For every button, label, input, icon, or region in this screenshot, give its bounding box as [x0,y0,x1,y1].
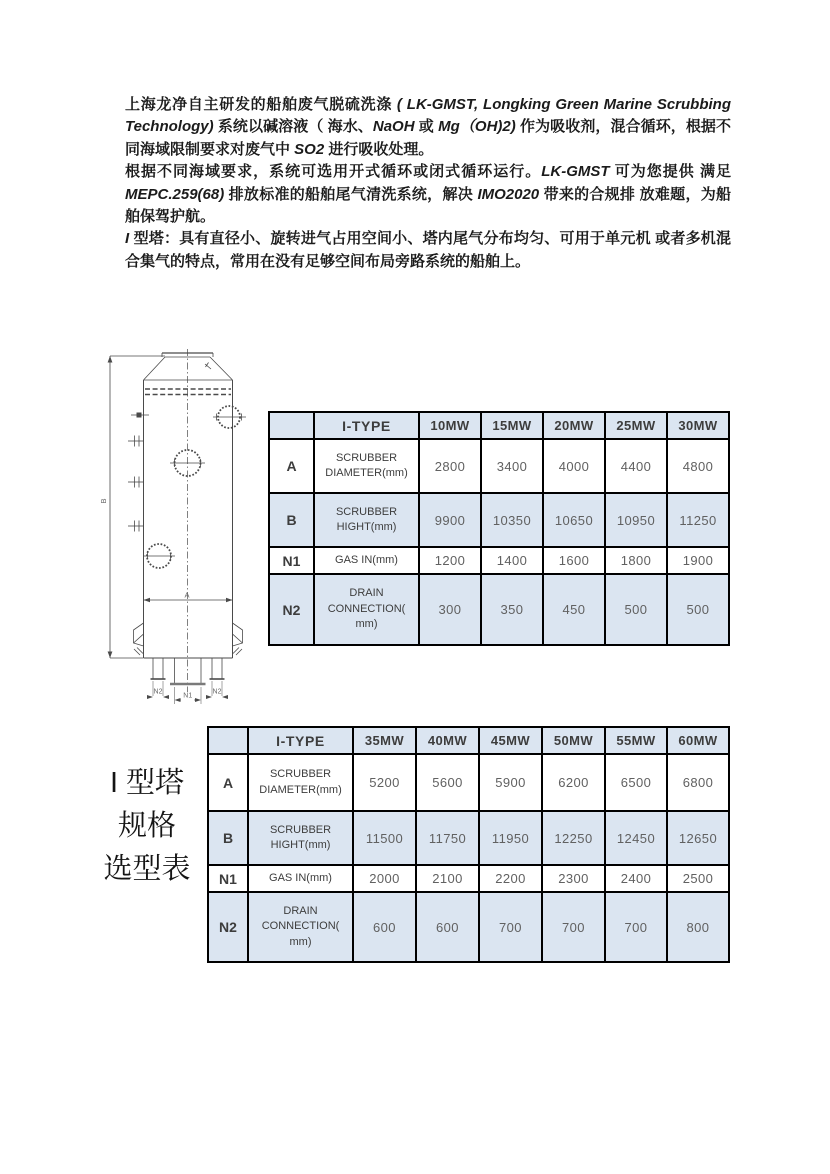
value-cell: 12450 [605,811,667,865]
header-cell: 55MW [605,727,667,754]
side-title [92,762,202,891]
table-row [208,865,729,892]
row-id-cell: B [269,493,314,547]
header-cell: I-TYPE [314,412,419,439]
side-title-line: 选型表 [103,853,191,885]
header-cell: 30MW [667,412,729,439]
row-label-cell: SCRUBBER HIGHT(mm) [314,493,419,547]
intro-paragraph [125,228,731,273]
value-cell: 2000 [353,865,416,892]
value-cell: 5200 [353,754,416,811]
value-cell: 1400 [481,547,543,574]
manhole-right-icon [213,406,246,428]
table-row [208,892,729,962]
value-cell: 2200 [479,865,542,892]
dim-b-label: B [99,498,108,504]
intro-segment: 型塔：具有直径小、旋转进气占用空间小、塔内尾气分布均匀、可用于单元机 或者多机混合集气的特点，常用在没有足够空间布局旁路系统的船舶上。 [125,230,732,270]
n2-left-label: N2 [153,688,163,696]
value-cell: 2100 [416,865,479,892]
header-cell: 35MW [353,727,416,754]
intro-segment: LK-GMST [541,163,615,181]
intro-text-block [125,94,731,273]
intro-segment: SO2 [294,140,329,158]
value-cell: 10650 [543,493,605,547]
value-cell: 450 [543,574,605,645]
value-cell: 4000 [543,439,605,493]
row-id-cell: A [269,439,314,493]
value-cell: 2400 [605,865,667,892]
intro-paragraph [125,161,731,228]
header-cell: 10MW [419,412,481,439]
value-cell: 5900 [479,754,542,811]
intro-segment: 排放标准的船舶尾气清洗系统，解决 [228,185,478,203]
spec-table-35-60mw [207,726,730,963]
value-cell: 2300 [542,865,605,892]
tower-outline [108,349,246,704]
top-cone [144,357,233,380]
intro-segment: 带来的合规排 放难题，为船舶保驾护航。 [125,185,732,226]
value-cell: 600 [353,892,416,962]
value-cell: 9900 [419,493,481,547]
value-cell: 350 [481,574,543,645]
intro-segment: Mg（OH)2) [438,118,521,136]
row-label-cell: SCRUBBER DIAMETER(mm) [248,754,353,811]
n1-label: N1 [183,692,193,700]
intro-paragraph [125,94,731,161]
value-cell: 11950 [479,811,542,865]
value-cell: 11250 [667,493,729,547]
row-label-cell: SCRUBBER HIGHT(mm) [248,811,353,865]
manhole-lower-icon [143,544,175,568]
intro-segment: 上海龙净自主研发的船舶废气脱硫洗涤 [125,96,397,113]
n2-right-label: N2 [212,688,222,696]
header-cell: 40MW [416,727,479,754]
side-title-line: 规格 [117,810,176,842]
value-cell: 12250 [542,811,605,865]
packing-band [145,389,231,395]
value-cell: 4400 [605,439,667,493]
row-id-cell: N1 [269,547,314,574]
value-cell: 800 [667,892,729,962]
cylindrical-shell [144,380,233,658]
table-row [269,547,729,574]
value-cell: 10350 [481,493,543,547]
value-cell: 2800 [419,439,481,493]
row-label-cell: GAS IN(mm) [248,865,353,892]
value-cell: 4800 [667,439,729,493]
value-cell: 700 [542,892,605,962]
dim-a-label: A [184,590,190,600]
value-cell: 6800 [667,754,729,811]
row-id-cell: B [208,811,248,865]
value-cell: 5600 [416,754,479,811]
table-row [269,574,729,645]
row-label-cell: DRAIN CONNECTION( mm) [248,892,353,962]
intro-segment: ( LK-GMST, Longking Green Marine Scrubbing Technology) [125,96,731,136]
value-cell: 300 [419,574,481,645]
intro-segment: I [125,230,134,248]
value-cell: 11750 [416,811,479,865]
value-cell: 700 [479,892,542,962]
row-label-cell: GAS IN(mm) [314,547,419,574]
intro-segment: NaOH [372,118,419,136]
dimension-b [108,356,165,658]
header-cell: 20MW [543,412,605,439]
scrubber-tower-drawing [95,336,260,708]
row-label-cell: DRAIN CONNECTION( mm) [314,574,419,645]
header-cell: 50MW [542,727,605,754]
row-label-cell: SCRUBBER DIAMETER(mm) [314,439,419,493]
header-cell: 45MW [479,727,542,754]
value-cell: 2500 [667,865,729,892]
value-cell: 1200 [419,547,481,574]
intro-segment: 根据不同海域要求，系统可选用开式循环或闭式循环运行。 [125,163,542,181]
value-cell: 600 [416,892,479,962]
value-cell: 6200 [542,754,605,811]
value-cell: 1900 [667,547,729,574]
support-gussets [134,623,243,655]
side-nozzles [128,413,149,532]
header-cell: 15MW [481,412,543,439]
value-cell: 500 [667,574,729,645]
table-row [269,493,729,547]
intro-segment: MEPC.259(68) [125,185,229,203]
value-cell: 3400 [481,439,543,493]
value-cell: 1600 [543,547,605,574]
row-id-cell: N1 [208,865,248,892]
row-id-cell: A [208,754,248,811]
header-corner-cell [208,727,248,754]
value-cell: 12650 [667,811,729,865]
value-cell: 1800 [605,547,667,574]
row-id-cell: N2 [269,574,314,645]
value-cell: 10950 [605,493,667,547]
intro-segment: IMO2020 [477,185,544,203]
intro-segment: 进行吸收处理。 [328,140,434,158]
value-cell: 11500 [353,811,416,865]
intro-segment: 作为吸收剂，混合循环，根据不同海域限制要求对废气中 [125,118,732,158]
spec-table-10-30mw [268,411,730,646]
value-cell: 700 [605,892,667,962]
intro-segment: 系统以碱溶液（ 海水、 [217,118,373,136]
table-row [269,439,729,493]
side-title-line: I 型塔 [109,767,185,799]
header-cell: 25MW [605,412,667,439]
intro-segment: 或 [418,118,439,136]
value-cell: 6500 [605,754,667,811]
header-corner-cell [269,412,314,439]
table-row [208,811,729,865]
header-cell: 60MW [667,727,729,754]
intro-segment: 可为您提供 满足 [614,163,731,181]
row-id-cell: N2 [208,892,248,962]
table-row [208,754,729,811]
header-cell: I-TYPE [248,727,353,754]
value-cell: 500 [605,574,667,645]
